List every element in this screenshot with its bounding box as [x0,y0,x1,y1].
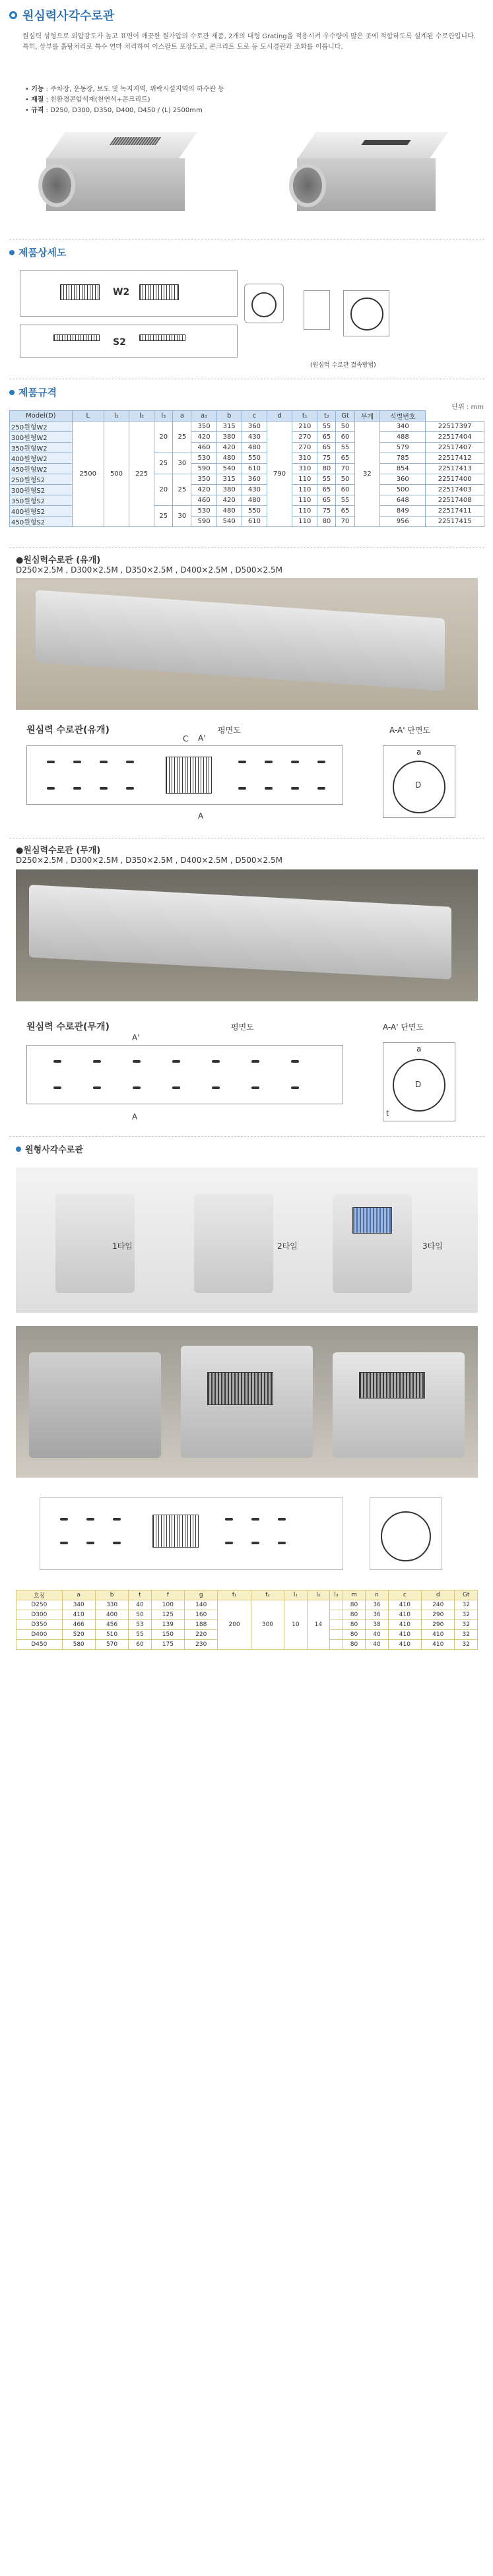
plan-drawing-closed [26,1045,343,1104]
table-row: D300 410 400 50 125 160 80 36 410 290 32 [16,1610,478,1620]
spec-item-function: • 기능 : 주차장, 운동장, 보도 및 녹지지역, 위락시설지역의 하수관 등 [25,86,224,93]
table-row: 450원형W2 590 540 610 310 80 70 854 22517413 [10,464,484,474]
plan-label-open: 평면도 [218,726,241,735]
label-w2: W2 [113,287,130,298]
table-row: 300원형W2 420 380 430 270 65 60 488 22517404 [10,432,484,443]
table-row: 250원형W2 2500 500 225 20 25 350 315 360 790 210 55 50 32 340 22517397 [10,422,484,432]
section-heading-closed: ●원심력수로관 (무개) D250×2.5M , D300×2.5M , D350×2.5M , D400×2.5M , D500×2.5M [16,846,282,865]
table-header-row: 호칭 a b t f g f₁ f₂ l₁ l₂ l₃ m n c d Gt [16,1590,478,1600]
spec-table-2 [16,1590,478,1650]
product-image-grating [26,125,198,224]
table-row: D250 340 330 40 100 140 200 300 10 14 80 36 410 240 32 [16,1600,478,1610]
label-a-closed: A [132,1112,138,1121]
section-heading-detail: 제품상세도 [9,245,66,259]
type-label-2: 2타입 [277,1241,298,1251]
table-row: 350원형W2 460 420 480 270 65 55 579 22517407 [10,443,484,453]
label-a2-closed: A' [132,1033,140,1042]
table-header-row: Model(D) L l₁ l₂ l₃ a a₁ b c d t₁ t₂ Gt 무게 식별번호 [10,411,484,422]
divider [9,1136,484,1137]
photo-installations [16,1326,478,1478]
product-image-slot [277,125,449,224]
section-label-closed: A-A' 단면도 [383,1022,424,1032]
size-list-closed: D250×2.5M , D300×2.5M , D350×2.5M , D400×2.5M , D500×2.5M [16,856,282,865]
joint-caption: (원심력 수로관 결속방법) [310,362,376,369]
table-row: 400원형W2 25 30 530 480 550 310 75 65 785 22517412 [10,453,484,464]
spec-list [25,84,224,116]
table-row: D350 466 456 53 139 188 80 38 410 290 32 [16,1620,478,1630]
plan-label-closed: 평면도 [231,1022,254,1032]
table-row: 400원형S2 25 30 530 480 550 110 75 65 849 22517411 [10,506,484,517]
intro-text: 원심력 성형으로 외압강도가 높고 표면이 깨끗한 원가압의 수로관 제품, 2개의 대형 Grating을 적용시켜 우수량이 많은 곳에 적합하도록 설계된 수로관입니다. 특히, 상부를 흙탕처리로 특수 연마 처리하여 이스팔트 포장도로, 콘크리트 도로 등 도시경관과 조화를 이룹니다. [22,33,476,51]
diagram-w2-plan [20,270,238,317]
drawing-title-closed: 원심력 수로관(무개) [26,1022,110,1032]
drawing-title-open: 원심력 수로관(유개) [26,725,110,736]
label-a-open: A [198,811,204,821]
heading-bullet-icon [9,11,17,19]
photo-open-channel [16,578,478,710]
section-heading-spec: 제품규격 [9,385,57,399]
page-heading [9,7,114,24]
diagram-s2-plan [20,325,238,358]
label-a2-open: A' [198,734,206,743]
spec-item-material: • 재질 : 친환경콘합석재(천연석+콘크리트) [25,96,150,104]
section-drawing-open: D a [383,745,455,818]
diagram-side-view [304,290,330,330]
table-row: 250원형S2 20 25 350 315 360 110 55 50 360 22517400 [10,474,484,485]
section-heading-open: ●원심력수로관 (유개) D250×2.5M , D300×2.5M , D350×2.5M , D400×2.5M , D500×2.5M [16,555,282,575]
section-label-open: A-A' 단면도 [389,726,431,735]
diagram-cross-section [244,284,284,323]
section-bullet-icon [9,250,15,255]
table-row: 300원형S2 420 380 430 110 65 60 500 22517403 [10,485,484,495]
diagram-joint-view [343,290,389,336]
type-label-3: 3타입 [422,1241,443,1251]
size-list-open: D250×2.5M , D300×2.5M , D350×2.5M , D400×2.5M , D500×2.5M [16,565,282,575]
table-row: D450 580 570 60 175 230 80 40 410 410 32 [16,1640,478,1650]
section-heading-types: 원형사각수로관 [16,1143,83,1155]
photo-closed-channel [16,869,478,1001]
plan-drawing-open: C [26,745,343,805]
page-title: 원심력사각수로관 [22,9,115,23]
section-bullet-icon [9,390,15,395]
section-bullet-icon [16,1147,21,1152]
table-row: D400 520 510 55 150 220 80 40 410 410 32 [16,1630,478,1640]
drawing-type-plan [40,1497,343,1570]
section-drawing-closed: D a t [383,1042,455,1121]
spec-table [9,410,484,527]
label-s2: S2 [113,337,126,348]
photo-types [16,1168,478,1313]
type-label-1: 1타입 [112,1241,133,1251]
unit-label: 단위 : mm [451,404,484,411]
table-row: 350원형S2 460 420 480 110 65 55 648 22517408 [10,495,484,506]
spec-item-size: • 규격 : D250, D300, D350, D400, D450 / (L) 2500mm [25,107,203,114]
table-row: 450원형S2 590 540 610 110 80 70 956 22517415 [10,517,484,527]
drawing-type-section [370,1497,442,1570]
